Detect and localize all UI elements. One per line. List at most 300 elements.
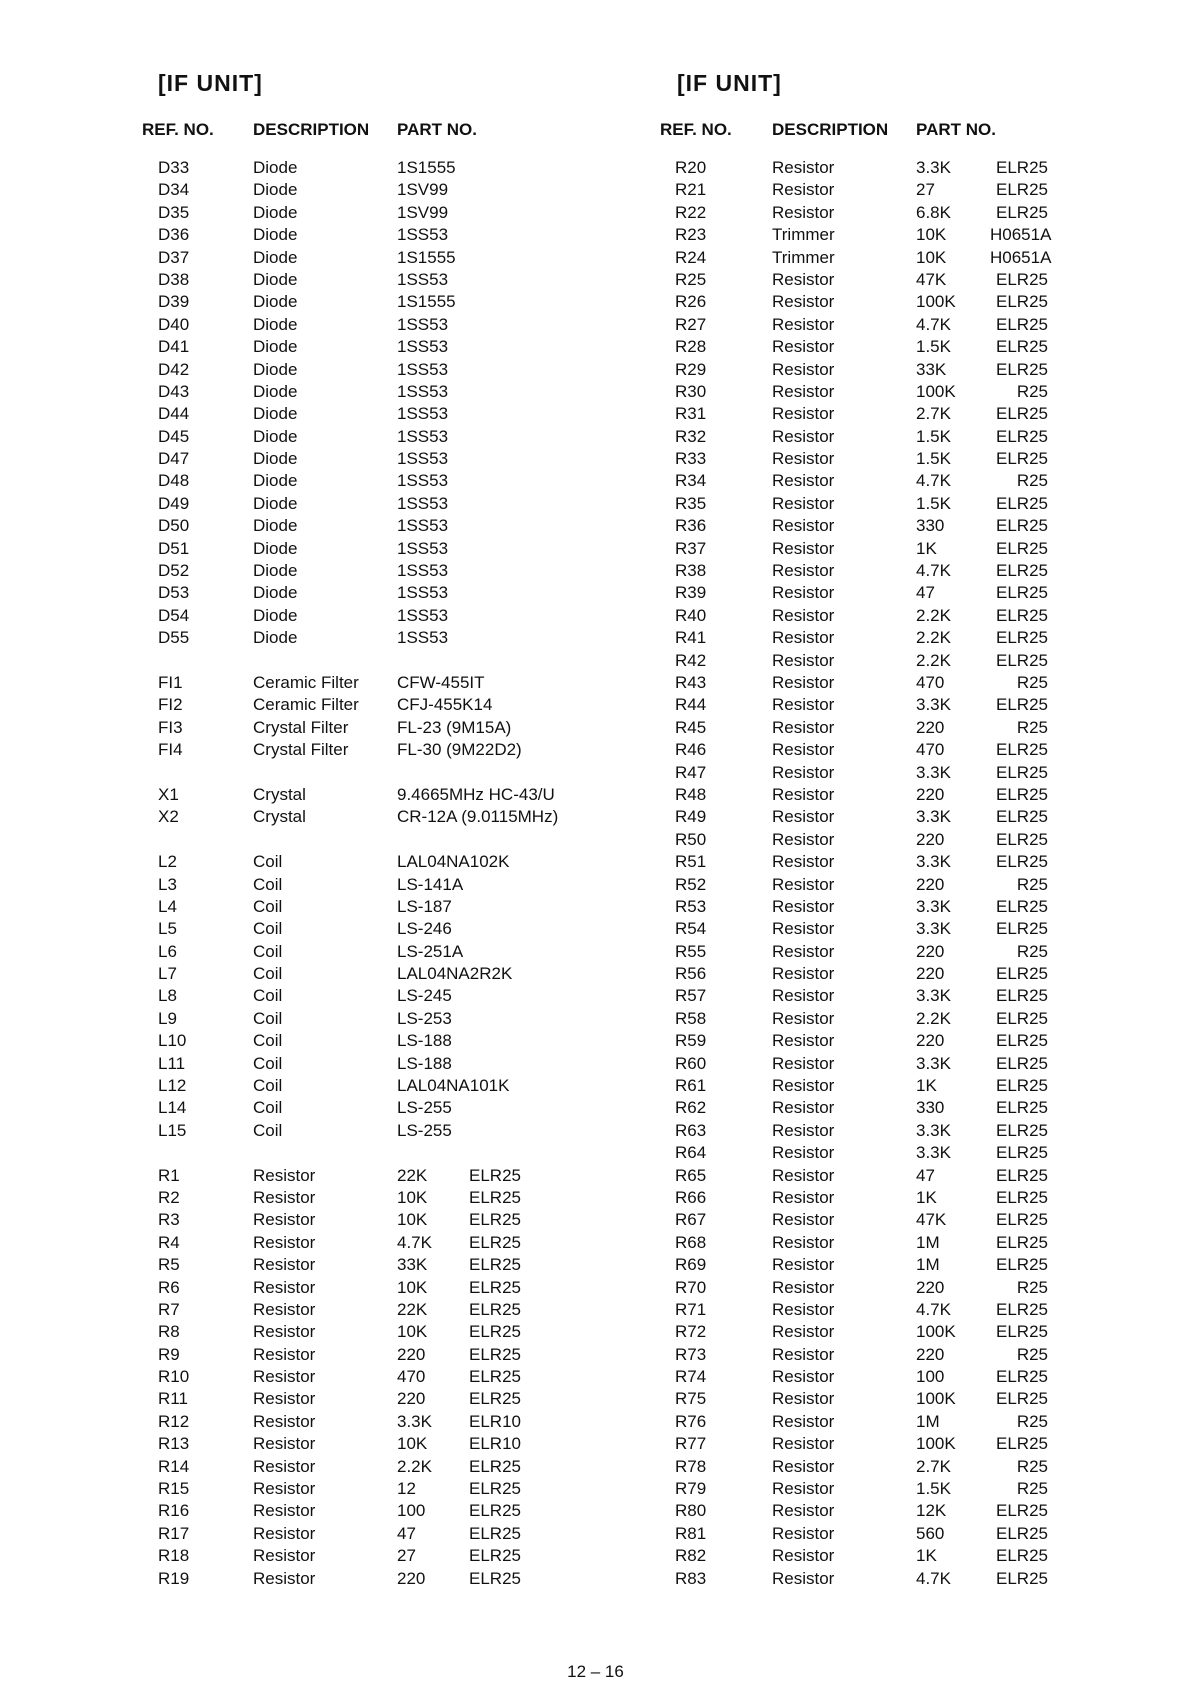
part-row <box>0 179 1191 201</box>
ref-no: D41 <box>158 337 190 357</box>
part-row <box>0 784 1191 806</box>
part-type: ELR25 <box>469 1479 521 1499</box>
description: Resistor <box>253 1367 316 1387</box>
part-type: ELR25 <box>996 919 1048 939</box>
ref-no: R26 <box>675 292 707 312</box>
part-type: ELR25 <box>996 1299 1048 1319</box>
part-type: ELR25 <box>469 1232 521 1252</box>
part-row <box>0 829 1191 851</box>
ref-no: R67 <box>675 1210 707 1230</box>
part-value: 1.5K <box>916 337 951 357</box>
part-type: ELR10 <box>469 1411 521 1431</box>
part-no: FL-30 (9M22D2) <box>397 740 522 760</box>
part-type: ELR25 <box>996 404 1048 424</box>
ref-no: R79 <box>675 1479 707 1499</box>
ref-no: R7 <box>158 1299 180 1319</box>
ref-no: R61 <box>675 1076 707 1096</box>
part-value: 47 <box>916 1165 935 1185</box>
ref-no: D42 <box>158 359 190 379</box>
part-type: R25 <box>1016 1479 1048 1499</box>
part-type: ELR25 <box>996 561 1048 581</box>
ref-no: D39 <box>158 292 190 312</box>
part-no: 1SS53 <box>397 314 449 334</box>
ref-no: L6 <box>158 941 177 961</box>
part-type: ELR25 <box>996 628 1048 648</box>
part-row <box>0 762 1191 784</box>
part-type: R25 <box>1016 672 1048 692</box>
ref-no: D49 <box>158 493 190 513</box>
part-value: 47 <box>916 583 935 603</box>
ref-no: R44 <box>675 695 707 715</box>
part-value: 3.3K <box>916 695 951 715</box>
part-row <box>0 1433 1191 1455</box>
ref-no: R6 <box>158 1277 180 1297</box>
part-value: 1K <box>916 1546 937 1566</box>
description: Resistor <box>772 158 835 177</box>
part-no: FL-23 (9M15A) <box>397 717 512 737</box>
description: Resistor <box>772 1120 835 1140</box>
description: Diode <box>253 180 298 200</box>
part-type: ELR25 <box>996 986 1048 1006</box>
part-value: 1.5K <box>916 493 951 513</box>
part-row <box>0 470 1191 492</box>
description: Ceramic Filter <box>253 695 359 715</box>
part-value: 100 <box>397 1501 426 1521</box>
ref-no: R72 <box>675 1322 707 1342</box>
part-value: 3.3K <box>916 1053 951 1073</box>
part-value: 220 <box>916 784 945 804</box>
ref-no: D36 <box>158 225 190 245</box>
description: Diode <box>253 538 298 558</box>
part-row <box>0 403 1191 425</box>
description: Resistor <box>772 1143 835 1163</box>
ref-no: L5 <box>158 919 177 939</box>
description: Diode <box>253 449 298 469</box>
description: Resistor <box>772 516 835 536</box>
ref-no: R9 <box>158 1344 180 1364</box>
part-value: 2.2K <box>397 1456 432 1476</box>
description: Resistor <box>772 740 835 760</box>
part-type: ELR25 <box>996 807 1048 827</box>
ref-no: L7 <box>158 964 177 984</box>
part-type: ELR25 <box>996 269 1048 289</box>
part-no: CFJ-455K14 <box>397 695 493 715</box>
description: Coil <box>253 874 283 894</box>
description: Resistor <box>772 1568 835 1588</box>
part-row <box>0 448 1191 470</box>
part-row <box>0 1366 1191 1388</box>
description: Resistor <box>772 919 835 939</box>
part-row <box>0 247 1191 269</box>
left-header-description: DESCRIPTION <box>253 120 370 139</box>
ref-no: R22 <box>675 202 707 222</box>
description: Resistor <box>772 784 835 804</box>
part-value: 1M <box>916 1232 940 1252</box>
part-type: ELR25 <box>996 1120 1048 1140</box>
part-type: ELR25 <box>996 1523 1048 1543</box>
part-value: 220 <box>916 1344 945 1364</box>
part-type: R25 <box>1016 1456 1048 1476</box>
ref-no: R30 <box>675 381 707 401</box>
part-row <box>0 1344 1191 1366</box>
part-row <box>0 224 1191 246</box>
description: Resistor <box>772 1098 835 1118</box>
part-type: ELR25 <box>996 426 1048 446</box>
description: Resistor <box>772 896 835 916</box>
ref-no: R74 <box>675 1367 707 1387</box>
description: Resistor <box>772 359 835 379</box>
part-value: 1K <box>916 1076 937 1096</box>
ref-no: L3 <box>158 874 177 894</box>
part-type: ELR25 <box>996 1255 1048 1275</box>
part-row <box>0 515 1191 537</box>
ref-no: R78 <box>675 1456 707 1476</box>
part-value: 33K <box>916 359 947 379</box>
description: Diode <box>253 516 298 536</box>
part-row <box>0 359 1191 381</box>
description: Resistor <box>253 1277 316 1297</box>
left-header-ref-no: REF. NO. <box>142 120 214 139</box>
part-row <box>0 1277 1191 1299</box>
part-row <box>0 650 1191 672</box>
ref-no: R52 <box>675 874 707 894</box>
ref-no: D53 <box>158 583 190 603</box>
part-type: ELR25 <box>996 516 1048 536</box>
description: Resistor <box>253 1523 316 1543</box>
part-value: 100K <box>916 292 956 312</box>
ref-no: R35 <box>675 493 707 513</box>
part-row <box>0 381 1191 403</box>
ref-no: R41 <box>675 628 707 648</box>
description: Resistor <box>772 583 835 603</box>
description: Crystal <box>253 784 306 804</box>
part-row <box>0 582 1191 604</box>
description: Resistor <box>772 964 835 984</box>
ref-no: R40 <box>675 605 707 625</box>
description: Diode <box>253 337 298 357</box>
description: Resistor <box>772 1411 835 1431</box>
ref-no: R83 <box>675 1568 707 1588</box>
part-row <box>0 426 1191 448</box>
part-type: ELR25 <box>996 314 1048 334</box>
description: Crystal Filter <box>253 740 349 760</box>
part-type: ELR25 <box>996 180 1048 200</box>
description: Trimmer <box>772 247 835 267</box>
part-value: 100K <box>916 1434 956 1454</box>
description: Resistor <box>253 1568 316 1588</box>
part-no: CFW-455IT <box>397 672 485 692</box>
description: Resistor <box>253 1546 316 1566</box>
description: Ceramic Filter <box>253 672 359 692</box>
description: Resistor <box>772 1299 835 1319</box>
description: Resistor <box>253 1210 316 1230</box>
part-value: 4.7K <box>916 314 951 334</box>
ref-no: D47 <box>158 449 190 469</box>
part-value: 3.3K <box>916 919 951 939</box>
ref-no: R13 <box>158 1434 190 1454</box>
part-row <box>0 963 1191 985</box>
part-type: R25 <box>1016 717 1048 737</box>
part-value: 2.7K <box>916 404 951 424</box>
part-type: ELR25 <box>996 1389 1048 1409</box>
right-section-title: [IF UNIT] <box>677 70 782 96</box>
right-header-ref-no: REF. NO. <box>660 120 732 139</box>
description: Diode <box>253 605 298 625</box>
description: Crystal <box>253 807 306 827</box>
ref-no: R16 <box>158 1501 190 1521</box>
part-value: 220 <box>916 941 945 961</box>
ref-no: D48 <box>158 471 190 491</box>
part-value: 3.3K <box>916 1120 951 1140</box>
part-no: 1SS53 <box>397 493 449 513</box>
ref-no: R23 <box>675 225 707 245</box>
ref-no: R24 <box>675 247 707 267</box>
part-no: LS-187 <box>397 896 452 916</box>
description: Trimmer <box>772 225 835 245</box>
part-type: ELR25 <box>996 158 1048 177</box>
part-no: LS-255 <box>397 1120 452 1140</box>
description: Resistor <box>772 941 835 961</box>
ref-no: R50 <box>675 829 707 849</box>
description: Resistor <box>772 1479 835 1499</box>
description: Diode <box>253 381 298 401</box>
ref-no: R17 <box>158 1523 190 1543</box>
part-no: 1SS53 <box>397 225 449 245</box>
ref-no: FI2 <box>158 695 183 715</box>
part-value: 220 <box>916 1277 945 1297</box>
ref-no: R70 <box>675 1277 707 1297</box>
part-no: LAL04NA2R2K <box>397 964 513 984</box>
part-value: 12 <box>397 1479 416 1499</box>
part-type: ELR25 <box>996 583 1048 603</box>
part-value: 2.2K <box>916 650 951 670</box>
description: Resistor <box>772 986 835 1006</box>
ref-no: R65 <box>675 1165 707 1185</box>
description: Resistor <box>772 1031 835 1051</box>
page-number: 12 – 16 <box>567 1662 624 1681</box>
part-no: 1S1555 <box>397 247 456 267</box>
part-row <box>0 1456 1191 1478</box>
part-type: R25 <box>1016 1411 1048 1431</box>
ref-no: D43 <box>158 381 190 401</box>
ref-no: R76 <box>675 1411 707 1431</box>
ref-no: R56 <box>675 964 707 984</box>
part-value: 4.7K <box>916 561 951 581</box>
description: Coil <box>253 1031 283 1051</box>
ref-no: D37 <box>158 247 190 267</box>
part-row <box>0 1120 1191 1142</box>
ref-no: L4 <box>158 896 177 916</box>
ref-no: R4 <box>158 1232 180 1252</box>
description: Resistor <box>772 538 835 558</box>
ref-no: R27 <box>675 314 707 334</box>
ref-no: R21 <box>675 180 707 200</box>
ref-no: R42 <box>675 650 707 670</box>
part-type: ELR25 <box>996 538 1048 558</box>
ref-no: D40 <box>158 314 190 334</box>
description: Resistor <box>253 1501 316 1521</box>
part-value: 220 <box>397 1568 426 1588</box>
part-value: 2.2K <box>916 605 951 625</box>
part-no: 1SS53 <box>397 359 449 379</box>
part-row <box>0 1232 1191 1254</box>
ref-no: L12 <box>158 1076 187 1096</box>
part-value: 220 <box>916 717 945 737</box>
ref-no: R64 <box>675 1143 707 1163</box>
part-type: R25 <box>1016 381 1048 401</box>
part-no: LS-246 <box>397 919 452 939</box>
description: Resistor <box>253 1411 316 1431</box>
description: Resistor <box>253 1434 316 1454</box>
ref-no: D50 <box>158 516 190 536</box>
part-value: 6.8K <box>916 202 951 222</box>
part-type: ELR25 <box>996 650 1048 670</box>
part-type: ELR25 <box>996 337 1048 357</box>
ref-no: R55 <box>675 941 707 961</box>
part-value: 1.5K <box>916 426 951 446</box>
ref-no: R47 <box>675 762 707 782</box>
description: Diode <box>253 359 298 379</box>
part-value: 47K <box>916 269 947 289</box>
part-row <box>0 1008 1191 1030</box>
ref-no: R10 <box>158 1367 190 1387</box>
description: Resistor <box>772 561 835 581</box>
part-value: 1M <box>916 1255 940 1275</box>
part-no: 1SS53 <box>397 561 449 581</box>
description: Diode <box>253 292 298 312</box>
ref-no: R48 <box>675 784 707 804</box>
ref-no: R81 <box>675 1523 707 1543</box>
description: Resistor <box>772 449 835 469</box>
description: Coil <box>253 986 283 1006</box>
part-row <box>0 1478 1191 1500</box>
description: Resistor <box>772 829 835 849</box>
description: Resistor <box>772 1210 835 1230</box>
description: Resistor <box>253 1299 316 1319</box>
ref-no: D34 <box>158 180 190 200</box>
description: Resistor <box>772 1389 835 1409</box>
part-no: 1SS53 <box>397 605 449 625</box>
part-value: 330 <box>916 516 945 536</box>
description: Resistor <box>253 1232 316 1252</box>
part-row <box>0 1545 1191 1567</box>
part-no: LS-245 <box>397 986 452 1006</box>
part-no: 1SS53 <box>397 449 449 469</box>
description: Resistor <box>772 1277 835 1297</box>
ref-no: R32 <box>675 426 707 446</box>
ref-no: L15 <box>158 1120 187 1140</box>
part-type: ELR25 <box>996 1143 1048 1163</box>
description: Resistor <box>772 314 835 334</box>
part-row <box>0 1411 1191 1433</box>
part-type: ELR25 <box>469 1322 521 1342</box>
ref-no: X2 <box>158 807 179 827</box>
ref-no: FI1 <box>158 672 183 692</box>
part-type: ELR25 <box>996 1031 1048 1051</box>
ref-no: R75 <box>675 1389 707 1409</box>
part-row <box>0 1299 1191 1321</box>
part-no: LAL04NA102K <box>397 852 510 872</box>
ref-no: R68 <box>675 1232 707 1252</box>
part-value: 4.7K <box>916 471 951 491</box>
part-row <box>0 896 1191 918</box>
part-no: LS-253 <box>397 1008 452 1028</box>
description: Resistor <box>772 874 835 894</box>
part-value: 33K <box>397 1255 428 1275</box>
part-row <box>0 627 1191 649</box>
description: Coil <box>253 896 283 916</box>
description: Crystal Filter <box>253 717 349 737</box>
description: Resistor <box>772 337 835 357</box>
ref-no: R12 <box>158 1411 190 1431</box>
part-type: R25 <box>1016 941 1048 961</box>
description: Coil <box>253 1076 283 1096</box>
description: Resistor <box>772 852 835 872</box>
description: Resistor <box>772 807 835 827</box>
part-type: ELR25 <box>996 695 1048 715</box>
ref-no: X1 <box>158 784 179 804</box>
ref-no: R58 <box>675 1008 707 1028</box>
description: Diode <box>253 426 298 446</box>
ref-no: R19 <box>158 1568 190 1588</box>
part-type: ELR25 <box>469 1568 521 1588</box>
description: Diode <box>253 471 298 491</box>
part-type: ELR25 <box>996 852 1048 872</box>
part-type: ELR25 <box>469 1389 521 1409</box>
part-type: ELR25 <box>996 359 1048 379</box>
description: Resistor <box>772 269 835 289</box>
part-no: LS-255 <box>397 1098 452 1118</box>
ref-no: R57 <box>675 986 707 1006</box>
part-value: 100 <box>916 1367 945 1387</box>
description: Resistor <box>253 1187 316 1207</box>
part-type: ELR25 <box>996 1098 1048 1118</box>
part-value: 10K <box>397 1277 428 1297</box>
part-type: ELR25 <box>469 1523 521 1543</box>
part-type: R25 <box>1016 1277 1048 1297</box>
description: Diode <box>253 404 298 424</box>
part-no: 1SS53 <box>397 404 449 424</box>
ref-no: R45 <box>675 717 707 737</box>
part-value: 220 <box>916 874 945 894</box>
part-type: ELR10 <box>469 1434 521 1454</box>
part-row <box>0 202 1191 224</box>
part-type: ELR25 <box>469 1367 521 1387</box>
part-value: 2.2K <box>916 628 951 648</box>
part-value: 1.5K <box>916 449 951 469</box>
ref-no: R39 <box>675 583 707 603</box>
part-type: ELR25 <box>996 1546 1048 1566</box>
part-value: 1K <box>916 538 937 558</box>
part-value: 560 <box>916 1523 945 1543</box>
part-row <box>0 918 1191 940</box>
ref-no: D55 <box>158 628 190 648</box>
description: Resistor <box>772 1322 835 1342</box>
description: Resistor <box>772 381 835 401</box>
ref-no: R31 <box>675 404 707 424</box>
part-type: ELR25 <box>996 1501 1048 1521</box>
part-value: 330 <box>916 1098 945 1118</box>
part-row <box>0 1388 1191 1410</box>
ref-no: R38 <box>675 561 707 581</box>
part-type: ELR25 <box>469 1299 521 1319</box>
part-value: 47 <box>397 1523 416 1543</box>
description: Resistor <box>772 1456 835 1476</box>
part-value: 10K <box>916 247 947 267</box>
part-row <box>0 1075 1191 1097</box>
part-type: ELR25 <box>469 1501 521 1521</box>
ref-no: R46 <box>675 740 707 760</box>
